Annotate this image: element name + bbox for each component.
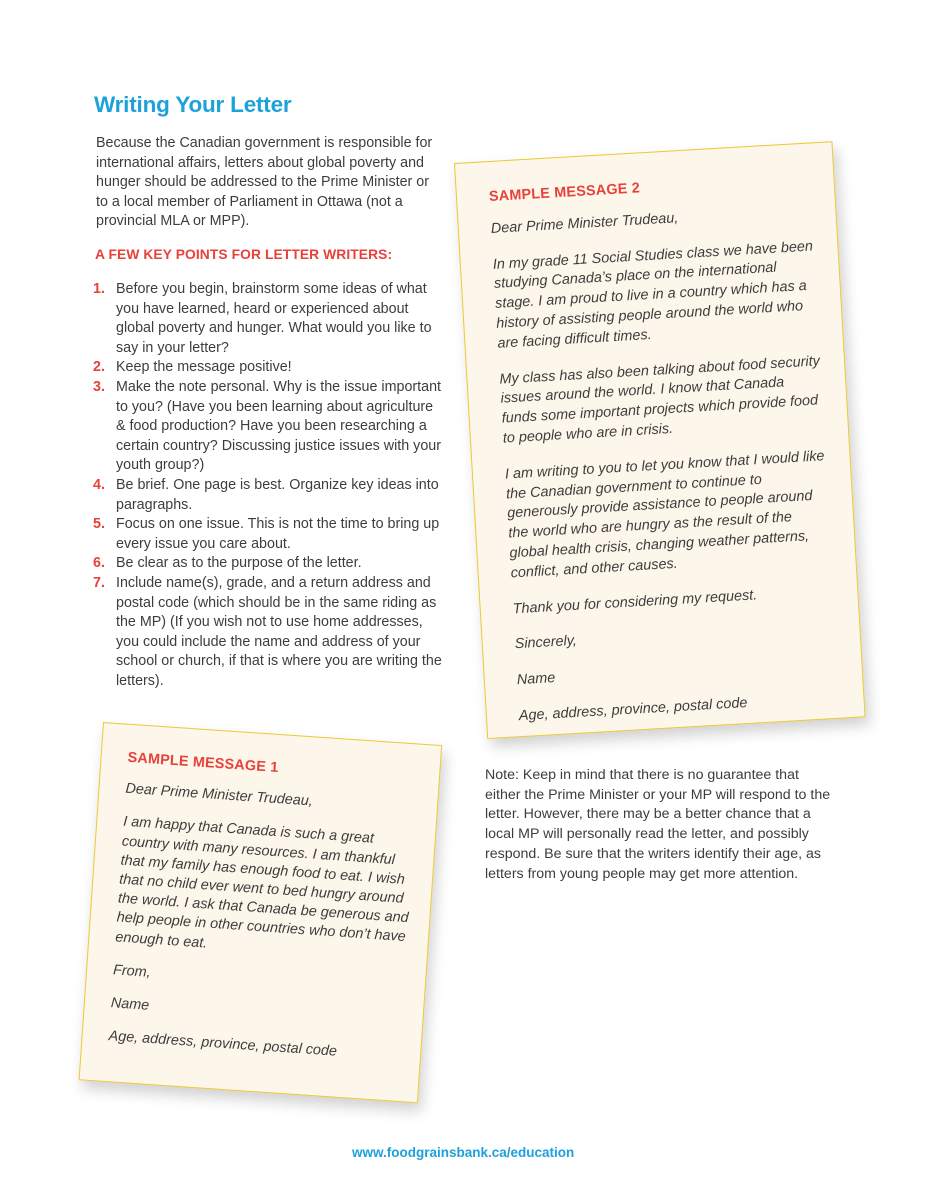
key-point-number: 4. <box>93 476 105 493</box>
letter-paragraph: In my grade 11 Social Studies class we have been studying Canada’s place on the international stage. I am proud to live in a country which has a history of assisting people around the world who are facing difficult times. <box>492 238 814 352</box>
key-point-number: 1. <box>93 281 105 297</box>
key-point-number: 5. <box>93 516 105 533</box>
letter-name: Name <box>516 670 556 689</box>
key-points-heading: A FEW KEY POINTS FOR LETTER WRITERS: <box>95 247 393 262</box>
letter-paragraph: I am writing to you to let you know that I would like the Canadian government to continue to generously provide assistance to people around the world who are hungry as the result of the global health crisis, changing weather patterns, conflict, and other causes. <box>504 447 825 582</box>
key-point-text: Include name(s), grade, and a return address and postal code (which should be in the same riding as the MP) (If you wish not to use home addresses, you could include the name and address of your school or church, if that is where you are writing the letters). <box>116 574 442 689</box>
letter-name: Name <box>110 995 150 1014</box>
key-point-number: 3. <box>93 378 105 395</box>
key-points-list <box>93 280 443 691</box>
key-point-item <box>93 476 443 515</box>
key-point-item <box>93 378 443 476</box>
key-point-text: Be brief. One page is best. Organize key ideas into paragraphs. <box>116 476 439 513</box>
key-point-item <box>93 515 443 554</box>
letter-closing: From, <box>112 962 152 981</box>
sample-message-2-card <box>454 141 866 739</box>
key-point-number: 2. <box>93 359 105 376</box>
letter-paragraph: Thank you for considering my request. <box>512 586 758 617</box>
letter-paragraph: My class has also been talking about food security issues around the world. I know that Canada funds some important projects which provide food to people who are in crisis. <box>499 352 821 447</box>
letter-closing: Sincerely, <box>514 633 578 653</box>
key-point-item <box>93 280 443 358</box>
key-point-text: Before you begin, brainstorm some ideas of what you have learned, heard or experienced about global poverty and hunger. What would you like to say in your letter? <box>116 281 432 356</box>
sample-message-2-title: SAMPLE MESSAGE 2 <box>488 180 641 206</box>
sample-message-1-card <box>79 722 443 1103</box>
note-paragraph: Note: Keep in mind that there is no guarantee that either the Prime Minister or your MP will respond to the letter. However, there may be a better chance that a local MP will personally read the letter, and possibly respond. Be sure that the writers identify their age, as letters from young people may get more attention. <box>485 767 831 882</box>
letter-details: Age, address, province, postal code <box>108 1028 338 1060</box>
key-point-item <box>93 358 443 378</box>
key-point-item <box>93 554 443 574</box>
letter-salutation: Dear Prime Minister Trudeau, <box>490 209 679 237</box>
key-point-text: Keep the message positive! <box>116 359 292 376</box>
key-point-text: Make the note personal. Why is the issue important to you? (Have you been learning about agriculture & food production? Have you been researching a certain country? Discussing justice issues with your youth group?) <box>116 378 442 474</box>
letter-details: Age, address, province, postal code <box>518 694 748 725</box>
letter-body: I am happy that Canada is such a great country with many resources. I am thankful that my family has enough food to eat. I wish that no child ever went to bed hungry around the world. I ask that Canada be generous and help people in other countries who don’t have enough to eat. <box>114 814 410 952</box>
key-point-text: Focus on one issue. This is not the time to bring up every issue you care about. <box>116 516 440 552</box>
page-title: Writing Your Letter <box>94 92 292 117</box>
letter-salutation: Dear Prime Minister Trudeau, <box>124 780 314 810</box>
key-point-number: 6. <box>93 555 105 572</box>
intro-paragraph: Because the Canadian government is responsible for international affairs, letters about global poverty and hunger should be addressed to the Prime Minister or to a local member of Parliament in Ottawa (not a provincial MLA or MPP). <box>96 135 433 230</box>
key-point-text: Be clear as to the purpose of the letter. <box>116 555 362 572</box>
key-point-item <box>93 574 443 692</box>
sample-message-1-title: SAMPLE MESSAGE 1 <box>127 749 279 777</box>
key-point-number: 7. <box>93 574 105 591</box>
footer-website-link[interactable]: www.foodgrainsbank.ca/education <box>352 1145 575 1160</box>
